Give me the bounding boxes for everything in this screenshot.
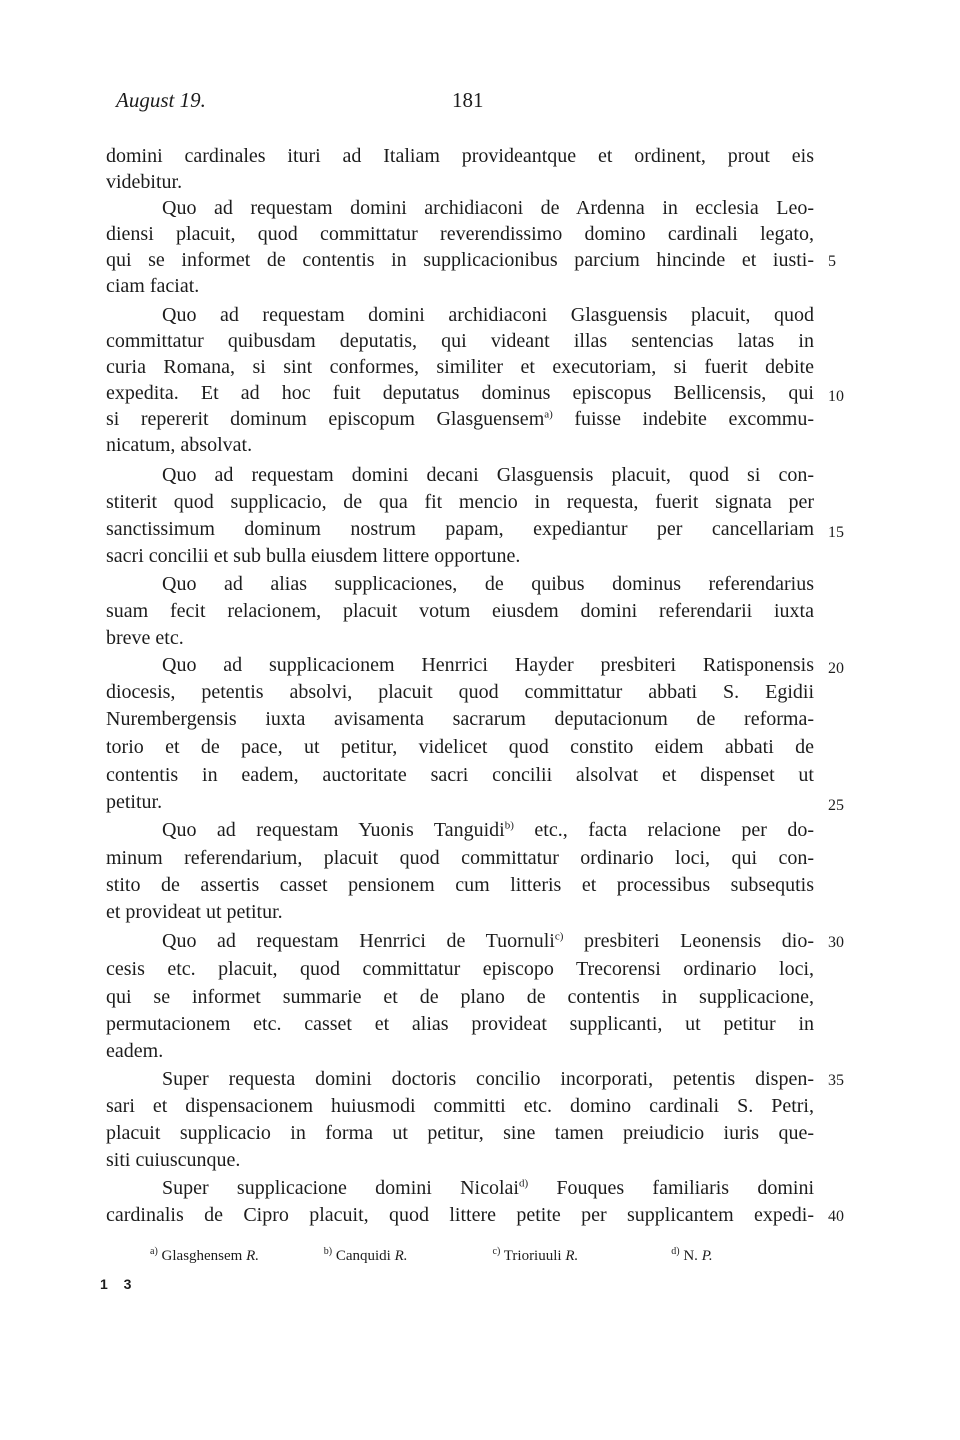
text-line: placuit supplicacio in forma ut petitur, sine tamen preiudicio iuris que- bbox=[106, 1122, 814, 1144]
text-line: committatur quibusdam deputatis, qui videant illas sentencias latas in bbox=[106, 330, 814, 352]
text-line: contentis in eadem, auctoritate sacri concilii alsolvat et dispenset ut bbox=[106, 764, 814, 786]
text-line: siti cuiuscunque. bbox=[106, 1149, 241, 1171]
text-line: suam fecit relacionem, placuit votum eiusdem domini referendarii iuxta bbox=[106, 600, 814, 622]
text-line: Quo ad alias supplicaciones, de quibus dominus referendarius bbox=[162, 573, 814, 595]
text-line: cesis etc. placuit, quod committatur episcopo Trecorensi ordinario loci, bbox=[106, 958, 814, 980]
text-line: cardinalis de Cipro placuit, quod littere petite per supplicantem expedi- bbox=[106, 1204, 814, 1226]
margin-line-number: 10 bbox=[828, 388, 844, 405]
footnote-sigil: R. bbox=[246, 1248, 260, 1264]
footnote-text: Canquidi bbox=[335, 1248, 395, 1264]
text-line: nicatum, absolvat. bbox=[106, 434, 253, 456]
text-line: eadem. bbox=[106, 1040, 164, 1062]
running-header-date: August 19. bbox=[116, 88, 206, 112]
footnote-text: N. bbox=[683, 1248, 702, 1264]
text-segment: Fouques familiaris domini bbox=[528, 1177, 815, 1199]
text-line: torio et de pace, ut petitur, videlicet quod constito eidem abbati de bbox=[106, 736, 814, 758]
footnotes bbox=[150, 1241, 810, 1267]
text-line bbox=[106, 406, 814, 432]
text-line: et provideat ut petitur. bbox=[106, 901, 283, 923]
footnote-mark: d) bbox=[671, 1246, 680, 1257]
footnote-marker: b) bbox=[504, 819, 514, 832]
text-line: videbitur. bbox=[106, 171, 183, 193]
text-line: expedita. Et ad hoc fuit deputatus dominus episcopus Bellicensis, qui bbox=[106, 382, 814, 404]
text-line: diensi placuit, quod committatur reverendissimo domino cardinali legato, bbox=[106, 223, 814, 245]
text-line: Quo ad requestam domini decani Glasguensis placuit, quod si con- bbox=[162, 464, 814, 486]
margin-line-number: 20 bbox=[828, 660, 844, 677]
text-line: minum referendarium, placuit quod committatur ordinario loci, qui con- bbox=[106, 847, 814, 869]
footnote-text: Trioriuuli bbox=[503, 1248, 566, 1264]
text-segment: Quo ad requestam Henrrici de Tuornuli bbox=[162, 930, 555, 952]
margin-line-number: 25 bbox=[828, 797, 844, 814]
text-line: stito de assertis casset pensionem cum litteris et processibus subsequtis bbox=[106, 874, 814, 896]
footnote bbox=[324, 1241, 489, 1267]
footnote bbox=[150, 1241, 320, 1267]
text-segment: si repererit dominum episcopum Glasguensem bbox=[106, 408, 545, 430]
text-line: permutacionem etc. casset et alias provideat supplicanti, ut petitur in bbox=[106, 1013, 814, 1035]
footnote-sigil: R. bbox=[394, 1248, 408, 1264]
text-segment: presbiteri Leonensis dio- bbox=[563, 930, 814, 952]
footnote-sigil: P. bbox=[701, 1248, 713, 1264]
margin-line-number: 15 bbox=[828, 524, 844, 541]
text-line: qui se informet de contentis in supplicacionibus parcium hincinde et iusti- bbox=[106, 249, 814, 271]
text-line: Super requesta domini doctoris concilio incorporati, petentis dispen- bbox=[162, 1068, 814, 1090]
page-number: 181 bbox=[452, 88, 484, 112]
footnote-mark: c) bbox=[492, 1246, 501, 1257]
signature-mark: 1 3 bbox=[100, 1276, 138, 1292]
text-line: sari et dispensacionem huiusmodi committi etc. domino cardinali S. Petri, bbox=[106, 1095, 814, 1117]
footnote-marker: c) bbox=[554, 930, 564, 943]
margin-line-number: 35 bbox=[828, 1072, 844, 1089]
text-line bbox=[162, 817, 814, 843]
text-line: sacri concilii et sub bulla eiusdem littere opportune. bbox=[106, 545, 521, 567]
text-segment: Super supplicacione domini Nicolai bbox=[162, 1177, 519, 1199]
text-line: diocesis, petentis absolvi, placuit quod committatur abbati S. Egidii bbox=[106, 681, 814, 703]
text-segment: Quo ad requestam Yuonis Tanguidi bbox=[162, 819, 505, 841]
footnote bbox=[493, 1241, 668, 1267]
text-line: Nurembergensis iuxta avisamenta sacrarum deputacionum de reforma- bbox=[106, 708, 814, 730]
footnote-sigil: R. bbox=[565, 1248, 579, 1264]
footnote-marker: d) bbox=[518, 1177, 529, 1190]
text-line: Quo ad requestam domini archidiaconi de Ardenna in ecclesia Leo- bbox=[162, 197, 814, 219]
text-line: domini cardinales ituri ad Italiam provideantque et ordinent, prout eis bbox=[106, 145, 814, 167]
text-line: stiterit quod supplicacio, de qua fit mencio in requesta, fuerit signata per bbox=[106, 491, 814, 513]
footnote-text: Glasghensem bbox=[161, 1248, 247, 1264]
text-line: qui se informet summarie et de plano de contentis in supplicacione, bbox=[106, 986, 814, 1008]
text-line: Quo ad supplicacionem Henrrici Hayder presbiteri Ratisponensis bbox=[162, 654, 814, 676]
text-line: sanctissimum dominum nostrum papam, expediantur per cancellariam bbox=[106, 518, 814, 540]
footnote-marker: a) bbox=[544, 408, 553, 421]
margin-line-number: 40 bbox=[828, 1208, 844, 1225]
footnote bbox=[671, 1241, 781, 1267]
text-segment: etc., facta relacione per do- bbox=[513, 819, 815, 841]
text-line: Quo ad requestam domini archidiaconi Glasguensis placuit, quod bbox=[162, 304, 814, 326]
text-line: ciam faciat. bbox=[106, 275, 200, 297]
margin-line-number: 5 bbox=[828, 253, 836, 270]
margin-line-number: 30 bbox=[828, 934, 844, 951]
text-line bbox=[162, 1175, 814, 1201]
footnote-mark: a) bbox=[150, 1246, 158, 1257]
footnote-mark: b) bbox=[323, 1246, 333, 1257]
text-line bbox=[162, 928, 814, 954]
text-line: petitur. bbox=[106, 791, 163, 813]
text-line: curia Romana, si sint conformes, similiter et executoriam, si fuerit debite bbox=[106, 356, 814, 378]
text-segment: fuisse indebite excommu- bbox=[552, 408, 814, 430]
text-line: breve etc. bbox=[106, 627, 184, 649]
